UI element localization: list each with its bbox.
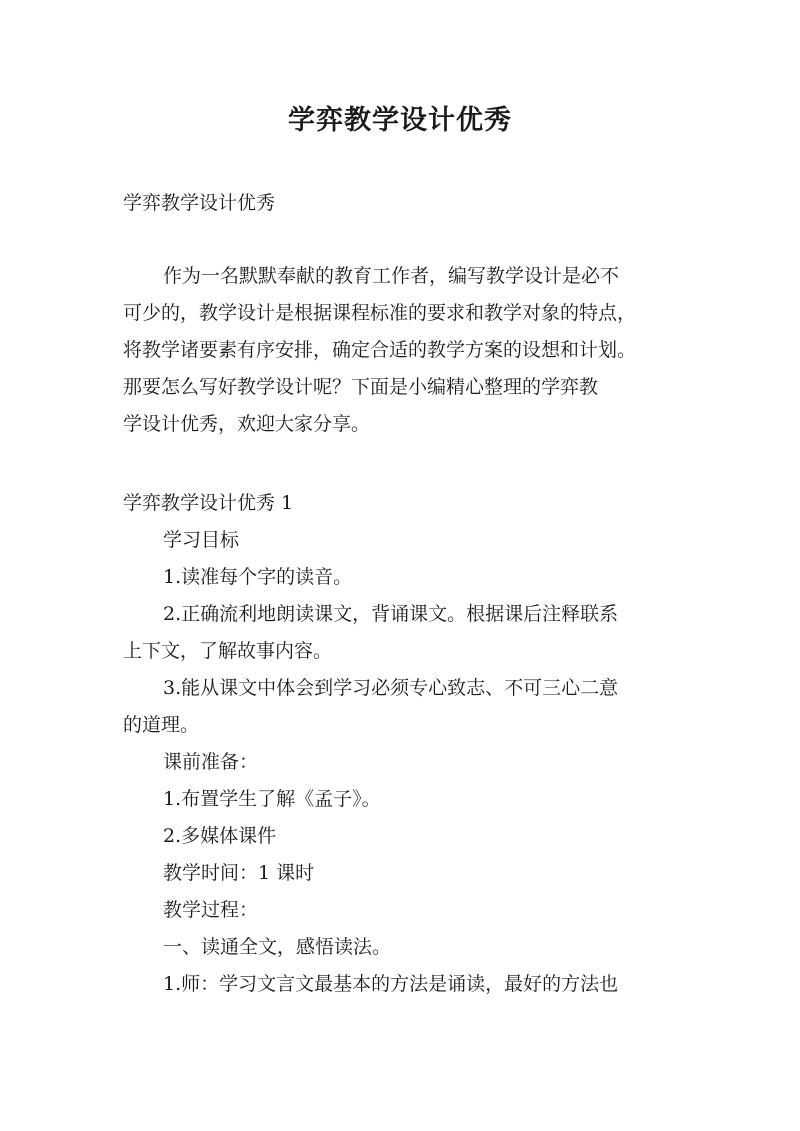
- prep-item: 2.多媒体课件: [163, 825, 277, 847]
- process-step: 一、读通全文，感悟读法。: [163, 936, 392, 958]
- intro-line: 那要怎么写好教学设计呢？下面是小编精心整理的学弈教: [123, 376, 599, 398]
- section-heading: 学弈教学设计优秀 1: [123, 492, 294, 514]
- objective-item: 1.读准每个字的读音。: [163, 566, 353, 588]
- objective-item: 3.能从课文中体会到学习必须专心致志、不可三心二意: [163, 677, 619, 699]
- objective-item-continued: 的道理。: [123, 714, 200, 736]
- prep-heading: 课前准备：: [163, 751, 259, 773]
- process-heading: 教学过程：: [163, 899, 259, 921]
- intro-line: 学设计优秀，欢迎大家分享。: [123, 413, 371, 435]
- objectives-heading: 学习目标: [163, 529, 240, 551]
- intro-line: 将教学诸要素有序安排，确定合适的教学方案的设想和计划。: [123, 339, 637, 361]
- document-title: 学弈教学设计优秀: [288, 105, 512, 136]
- intro-paragraph: [123, 258, 681, 443]
- document-subtitle: 学弈教学设计优秀: [123, 192, 276, 214]
- objective-item: 2.正确流利地朗读课文，背诵课文。根据课后注释联系: [163, 603, 619, 625]
- objective-item-continued: 上下文，了解故事内容。: [123, 640, 333, 662]
- process-substep: 1.师：学习文言文最基本的方法是诵读，最好的方法也: [163, 973, 619, 995]
- prep-item: 1.布置学生了解《孟子》。: [163, 788, 381, 810]
- intro-line: 作为一名默默奉献的教育工作者，编写教学设计是必不: [163, 265, 620, 287]
- teaching-time: 教学时间：1 课时: [163, 862, 315, 884]
- lesson-section: [123, 485, 683, 1003]
- intro-line: 可少的，教学设计是根据课程标准的要求和教学对象的特点，: [123, 302, 637, 324]
